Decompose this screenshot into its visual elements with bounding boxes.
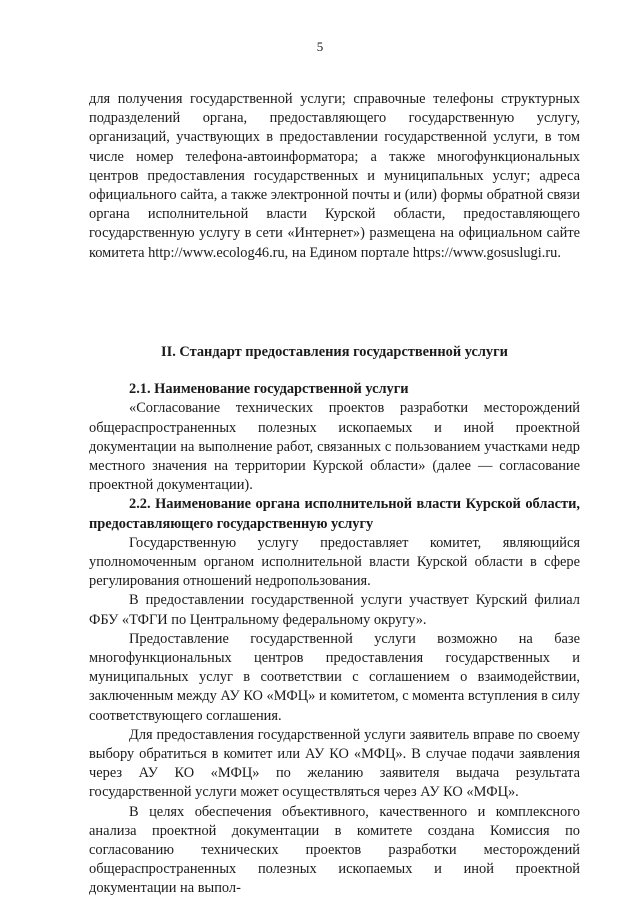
paragraph-applicant-choice: Для предоставления государственной услуги заявитель вправе по своему выбору обратиться в комитет или АУ КО «МФЦ». В случае подачи заявления через АУ КО «МФЦ» по желанию заявителя выдача результата государственной услуги может осуществляться через АУ КО «МФЦ». — [89, 726, 580, 801]
subsection-2-1-title: 2.1. Наименование государственной услуги — [129, 381, 409, 398]
paragraph-participant: В предоставлении государственной услуги участвует Курский филиал ФБУ «ТФГИ по Центральному федеральному округу». — [89, 592, 580, 628]
intro-paragraph: для получения государственной услуги; справочные телефоны структурных подразделений органа, предоставляющего государственную услугу, организаций, участвующих в предоставлении государственной услуги, в том числе номер телефона-автоинформатора; а также многофункциональных центров предоставления государственных и муниципальных услуг; адреса официального сайта, а также электронной почты и (или) формы обратной связи органа исполнительной власти Курской области, предоставляющего государственную услугу в сети «Интернет») размещена на официальном сайте комитета http://www.ecolog46.ru, на Едином портале https://www.gosuslugi.ru. — [89, 91, 580, 261]
paragraph-commission: В целях обеспечения объективного, качественного и комплексного анализа проектной документации в комитете создана Комиссия по согласованию технических проектов разработки месторождений общераспространенных полезных ископаемых и иной проектной документации на выпол- — [89, 803, 580, 897]
section-title: II. Стандарт предоставления государственной услуги — [161, 344, 508, 360]
subsection-2-2-title: 2.2. Наименование органа исполнительной власти Курской области, предоставляющего государственную услугу — [89, 496, 580, 532]
subsection-2-1-text: «Согласование технических проектов разработки месторождений общераспространенных полезных ископаемых и иной проектной документации на выполнение работ, связанных с пользованием участками недр местного значения на территории Курской области» (далее — согласование проектной документации). — [89, 400, 580, 494]
intro-block — [89, 90, 580, 263]
page-number: 5 — [316, 39, 324, 54]
section-ii — [89, 343, 580, 899]
paragraph-mfc-basis: Предоставление государственной услуги возможно на базе многофункциональных центров предоставления государственных и муниципальных услуг в соответствии с соглашением о взаимодействии, заключенным между АУ КО «МФЦ» и комитетом, с момента вступления в силу соответствующего соглашения. — [89, 630, 580, 724]
paragraph-committee: Государственную услугу предоставляет комитет, являющийся уполномоченным органом исполнительной власти Курской области в сфере регулирования отношений недропользования. — [89, 534, 580, 590]
